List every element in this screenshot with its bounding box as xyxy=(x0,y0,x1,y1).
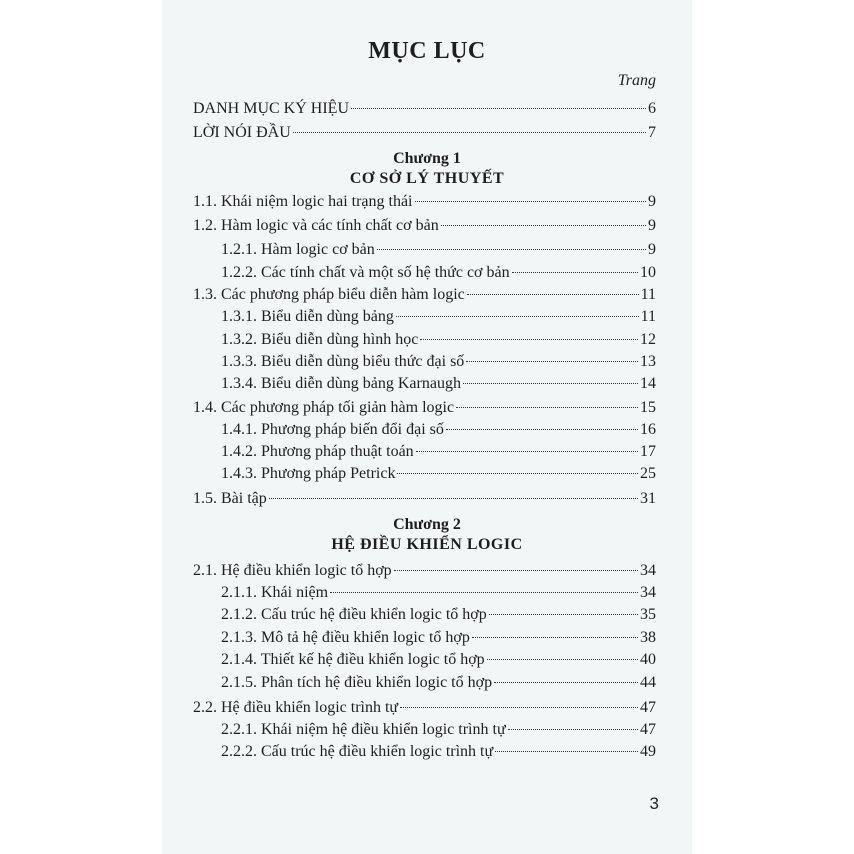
page-title: MỤC LỤC xyxy=(368,38,486,64)
toc-section xyxy=(193,191,656,213)
toc-entry-label: 1.2.2. Các tính chất và một số hệ thức cơ bản xyxy=(221,264,510,281)
chapter-title: HỆ ĐIỀU KHIỂN LOGIC xyxy=(331,536,523,553)
toc-entry-page: 35 xyxy=(640,606,656,623)
toc-entry-page: 31 xyxy=(640,490,656,507)
toc-subsection xyxy=(221,329,656,351)
toc-entry-page: 7 xyxy=(648,124,656,141)
dot-leader xyxy=(494,682,638,683)
dot-leader xyxy=(416,451,638,452)
toc-entry-page: 25 xyxy=(640,465,656,482)
toc-entry-label: 2.1.5. Phân tích hệ điều khiển logic tổ hợp xyxy=(221,674,493,691)
toc-entry-label: 1.5. Bài tập xyxy=(193,490,267,507)
toc-entry-page: 11 xyxy=(640,286,656,303)
toc-entry-page: 38 xyxy=(640,629,656,646)
toc-subsection xyxy=(221,672,656,694)
toc-entry-page: 11 xyxy=(640,308,656,325)
toc-entry-label: 1.1. Khái niệm logic hai trạng thái xyxy=(193,193,413,210)
dot-leader xyxy=(394,570,638,571)
toc-entry-page: 10 xyxy=(640,264,656,281)
toc-subsection xyxy=(221,582,656,604)
toc-entry-label: 1.4.2. Phương pháp thuật toán xyxy=(221,443,414,460)
dot-leader xyxy=(351,108,646,109)
toc-entry-label: 1.4.1. Phương pháp biến đổi đại số xyxy=(221,421,444,438)
toc-entry-page: 17 xyxy=(640,443,656,460)
toc-subsection xyxy=(221,719,656,741)
toc-entry-page: 9 xyxy=(648,193,656,210)
toc-entry-label: 2.1.2. Cấu trúc hệ điều khiển logic tổ hợp xyxy=(221,606,487,623)
page-column-label: Trang xyxy=(617,72,656,89)
toc-section xyxy=(193,560,656,582)
toc-entry xyxy=(193,98,656,120)
toc-section xyxy=(193,284,656,306)
toc-entry-label: 1.4. Các phương pháp tối giản hàm logic xyxy=(193,399,455,416)
chapter-title: CƠ SỞ LÝ THUYẾT xyxy=(349,170,505,187)
toc-entry-label: 1.3. Các phương pháp biểu diễn hàm logic xyxy=(193,286,465,303)
toc-subsection xyxy=(221,373,656,395)
toc-entry-page: 34 xyxy=(640,584,656,601)
page-number: 3 xyxy=(649,794,659,813)
dot-leader xyxy=(508,729,638,730)
toc-entry-page: 44 xyxy=(640,674,656,691)
toc-entry-label: 2.2.2. Cấu trúc hệ điều khiển logic trình tự xyxy=(221,743,494,760)
dot-leader xyxy=(396,316,639,317)
dot-leader xyxy=(456,407,638,408)
toc-subsection xyxy=(221,463,656,485)
toc-entry xyxy=(193,122,656,144)
toc-subsection xyxy=(221,741,656,763)
toc-entry-page: 40 xyxy=(640,651,656,668)
toc-entry-label: 1.3.3. Biểu diễn dùng biểu thức đại số xyxy=(221,353,465,370)
toc-subsection xyxy=(221,604,656,626)
dot-leader xyxy=(330,592,638,593)
toc-entry-page: 34 xyxy=(640,562,656,579)
toc-entry-label: 2.1.1. Khái niệm xyxy=(221,584,329,601)
toc-subsection xyxy=(221,262,656,284)
toc-entry-page: 49 xyxy=(640,743,656,760)
toc-section xyxy=(193,697,656,719)
toc-entry-label: LỜI NÓI ĐẦU xyxy=(193,124,291,141)
toc-entry-page: 12 xyxy=(640,331,656,348)
toc-entry-label: 1.3.2. Biểu diễn dùng hình học xyxy=(221,331,419,348)
toc-entry-page: 47 xyxy=(640,721,656,738)
toc-entry-page: 9 xyxy=(648,241,656,258)
toc-subsection xyxy=(221,239,656,261)
toc-subsection xyxy=(221,649,656,671)
toc-entry-label: 2.2. Hệ điều khiển logic trình tự xyxy=(193,699,399,716)
dot-leader xyxy=(463,383,638,384)
dot-leader xyxy=(397,473,638,474)
dot-leader xyxy=(441,225,646,226)
dot-leader xyxy=(420,339,638,340)
toc-entry-label: 1.3.1. Biểu diễn dùng bảng xyxy=(221,308,394,325)
dot-leader xyxy=(415,201,647,202)
toc-subsection xyxy=(221,627,656,649)
dot-leader xyxy=(472,637,638,638)
toc-entry-label: 2.1. Hệ điều khiển logic tổ hợp xyxy=(193,562,392,579)
chapter-number: Chương 1 xyxy=(393,150,461,167)
toc-entry-label: 2.1.4. Thiết kế hệ điều khiển logic tổ hợp xyxy=(221,651,485,668)
chapter-number: Chương 2 xyxy=(393,516,461,533)
toc-entry-label: 1.2.1. Hàm logic cơ bản xyxy=(221,241,375,258)
toc-subsection xyxy=(221,306,656,328)
toc-section xyxy=(193,397,656,419)
toc-entry-label: 2.1.3. Mô tả hệ điều khiển logic tổ hợp xyxy=(221,629,470,646)
toc-entry-page: 6 xyxy=(648,100,656,117)
dot-leader xyxy=(293,132,646,133)
toc-subsection xyxy=(221,351,656,373)
dot-leader xyxy=(467,294,639,295)
dot-leader xyxy=(269,498,638,499)
dot-leader xyxy=(466,361,638,362)
toc-entry-page: 9 xyxy=(648,217,656,234)
toc-subsection xyxy=(221,441,656,463)
dot-leader xyxy=(489,614,638,615)
toc-entry-label: 1.3.4. Biểu diễn dùng bảng Karnaugh xyxy=(221,375,461,392)
dot-leader xyxy=(400,707,638,708)
toc-entry-label: 1.4.3. Phương pháp Petrick xyxy=(221,465,396,482)
dot-leader xyxy=(512,272,638,273)
toc-entry-page: 15 xyxy=(640,399,656,416)
dot-leader xyxy=(487,659,638,660)
toc-entry-label: 2.2.1. Khái niệm hệ điều khiển logic trình tự xyxy=(221,721,506,738)
toc-entry-page: 14 xyxy=(640,375,656,392)
toc-section xyxy=(193,488,656,510)
dot-leader xyxy=(377,249,646,250)
toc-entry-page: 47 xyxy=(640,699,656,716)
toc-entry-label: 1.2. Hàm logic và các tính chất cơ bản xyxy=(193,217,439,234)
dot-leader xyxy=(446,429,638,430)
toc-entry-page: 13 xyxy=(640,353,656,370)
toc-entry-label: DANH MỤC KÝ HIỆU xyxy=(193,100,349,117)
toc-entry-page: 16 xyxy=(640,421,656,438)
dot-leader xyxy=(495,751,638,752)
toc-section xyxy=(193,215,656,237)
toc-subsection xyxy=(221,419,656,441)
